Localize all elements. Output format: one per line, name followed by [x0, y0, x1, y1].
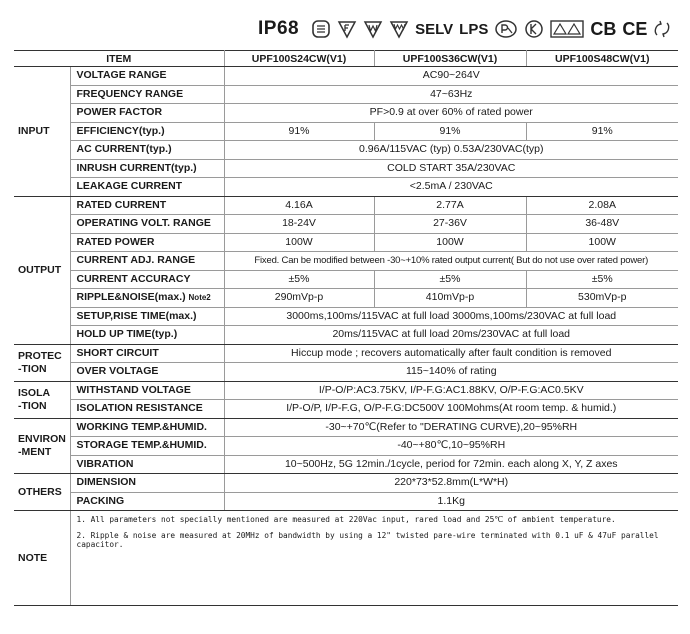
item-value: 0.96A/115VAC (typ) 0.53A/230VAC(typ) — [224, 141, 678, 160]
item-value: 100W — [526, 233, 678, 252]
item-label: POWER FACTOR — [70, 104, 224, 123]
item-label: INRUSH CURRENT(typ.) — [70, 159, 224, 178]
note-content — [70, 511, 678, 606]
table-row — [14, 492, 678, 511]
item-label: ISOLATION RESISTANCE — [70, 400, 224, 419]
category-protection-line1: PROTEC — [18, 349, 62, 362]
item-value: I/P-O/P:AC3.75KV, I/P-F.G:AC1.88KV, O/P-F.G:AC0.5KV — [224, 381, 678, 400]
item-value: 18-24V — [224, 215, 374, 234]
table-row — [14, 437, 678, 456]
item-value: 115~140% of rating — [224, 363, 678, 382]
note-line-1: 1. All parameters not specially mentioned are measured at 220Vac input, rared load and 25℃ of ambient temperature. — [76, 515, 616, 524]
table-row — [14, 104, 678, 123]
category-environment-line2: -MENT — [18, 445, 52, 458]
item-value: 20ms/115VAC at full load 20ms/230VAC at full load — [224, 326, 678, 345]
category-note: NOTE — [14, 511, 70, 606]
item-label: CURRENT ACCURACY — [70, 270, 224, 289]
ip-rating: IP68 — [258, 18, 300, 39]
table-row — [14, 344, 678, 363]
category-isolation-line1: ISOLA — [18, 386, 51, 399]
category-input: INPUT — [14, 67, 70, 197]
category-protection-line2: -TION — [18, 362, 47, 375]
certification-marks — [258, 14, 678, 44]
item-value: 91% — [526, 122, 678, 141]
item-value: 290mVp-p — [224, 289, 374, 308]
warning-box-mark-icon — [550, 19, 584, 39]
category-environment-line1: ENVIRON — [18, 432, 66, 445]
table-row — [14, 122, 678, 141]
item-value: 91% — [374, 122, 526, 141]
table-row — [14, 381, 678, 400]
table-row — [14, 289, 678, 308]
table-row — [14, 252, 678, 271]
item-label: STORAGE TEMP.&HUMID. — [70, 437, 224, 456]
item-value: ±5% — [374, 270, 526, 289]
item-label: CURRENT ADJ. RANGE — [70, 252, 224, 271]
item-value: 220*73*52.8mm(L*W*H) — [224, 474, 678, 493]
cb-mark: CB — [590, 18, 617, 39]
item-label: SHORT CIRCUIT — [70, 344, 224, 363]
rounded-square-mark-icon — [311, 19, 331, 39]
item-value: 2.08A — [526, 196, 678, 215]
table-row — [14, 85, 678, 104]
table-row — [14, 233, 678, 252]
item-label: SETUP,RISE TIME(max.) — [70, 307, 224, 326]
header-model-36: UPF100S36CW(V1) — [374, 51, 526, 67]
pse-mark-icon — [494, 19, 518, 39]
table-row — [14, 67, 678, 86]
item-value: ±5% — [526, 270, 678, 289]
table-row — [14, 400, 678, 419]
spec-table — [14, 50, 678, 606]
item-label: DIMENSION — [70, 474, 224, 493]
header-model-48: UPF100S48CW(V1) — [526, 51, 678, 67]
item-value: PF>0.9 at over 60% of rated power — [224, 104, 678, 123]
lps-mark: LPS — [459, 20, 489, 38]
item-value: 100W — [374, 233, 526, 252]
item-value: -30~+70℃(Refer to "DERATING CURVE),20~95%RH — [224, 418, 678, 437]
item-label: EFFICIENCY(typ.) — [70, 122, 224, 141]
item-label: OVER VOLTAGE — [70, 363, 224, 382]
category-environment — [14, 418, 70, 474]
f-triangle-mark-icon — [337, 19, 357, 39]
item-value: 3000ms,100ms/115VAC at full load 3000ms,100ms/230VAC at full load — [224, 307, 678, 326]
double-w-triangle-mark-icon — [389, 19, 409, 39]
item-value: 91% — [224, 122, 374, 141]
table-row — [14, 141, 678, 160]
item-label-ripple — [70, 289, 224, 308]
table-row — [14, 178, 678, 197]
item-value: 100W — [224, 233, 374, 252]
selv-mark: SELV — [415, 20, 454, 38]
item-label: RATED POWER — [70, 233, 224, 252]
category-isolation-line2: -TION — [18, 399, 47, 412]
header-model-24: UPF100S24CW(V1) — [224, 51, 374, 67]
category-output: OUTPUT — [14, 196, 70, 344]
table-row — [14, 418, 678, 437]
item-value: -40~+80℃,10~95%RH — [224, 437, 678, 456]
item-value: 4.16A — [224, 196, 374, 215]
item-value: 10~500Hz, 5G 12min./1cycle, period for 72min. each along X, Y, Z axes — [224, 455, 678, 474]
ce-mark: CE — [622, 18, 648, 39]
item-label: WORKING TEMP.&HUMID. — [70, 418, 224, 437]
item-value: 530mVp-p — [526, 289, 678, 308]
item-label: AC CURRENT(typ.) — [70, 141, 224, 160]
item-label: OPERATING VOLT. RANGE — [70, 215, 224, 234]
item-value: 27-36V — [374, 215, 526, 234]
item-value: 2.77A — [374, 196, 526, 215]
table-row — [14, 307, 678, 326]
item-label: WITHSTAND VOLTAGE — [70, 381, 224, 400]
table-row — [14, 159, 678, 178]
category-others: OTHERS — [14, 474, 70, 511]
item-label: PACKING — [70, 492, 224, 511]
header-item: ITEM — [14, 51, 224, 67]
item-label: LEAKAGE CURRENT — [70, 178, 224, 197]
item-value: 47~63Hz — [224, 85, 678, 104]
category-protection — [14, 344, 70, 381]
item-label: RATED CURRENT — [70, 196, 224, 215]
table-row — [14, 363, 678, 382]
ripple-label: RIPPLE&NOISE(max.) — [76, 291, 186, 304]
table-header-row — [14, 51, 678, 67]
item-label: FREQUENCY RANGE — [70, 85, 224, 104]
item-value: ±5% — [224, 270, 374, 289]
table-row — [14, 474, 678, 493]
item-value: AC90~264V — [224, 67, 678, 86]
kc-mark-icon — [524, 19, 544, 39]
item-value: 410mVp-p — [374, 289, 526, 308]
item-value: 1.1Kg — [224, 492, 678, 511]
item-value: COLD START 35A/230VAC — [224, 159, 678, 178]
table-row — [14, 196, 678, 215]
recycle-mark-icon — [653, 19, 671, 39]
table-row — [14, 455, 678, 474]
table-row — [14, 215, 678, 234]
item-label: HOLD UP TIME(typ.) — [70, 326, 224, 345]
w-triangle-mark-icon — [363, 19, 383, 39]
item-value: Fixed. Can be modified between -30~+10% rated output current( But do not use over rated power) — [224, 252, 678, 271]
item-value: 36-48V — [526, 215, 678, 234]
item-value: I/P-O/P, I/P-F.G, O/P-F.G:DC500V 100Mohms(At room temp. & humid.) — [224, 400, 678, 419]
note-row — [14, 511, 678, 606]
ripple-note-ref: Note2 — [188, 293, 211, 303]
category-isolation — [14, 381, 70, 418]
table-row — [14, 270, 678, 289]
item-value: <2.5mA / 230VAC — [224, 178, 678, 197]
note-line-2: 2. Ripple & noise are measured at 20MHz of bandwidth by using a 12" twisted pare-wire terminated with 0.1 uF & 47uF parallel capacitor. — [76, 531, 659, 549]
item-value: Hiccup mode ; recovers automatically after fault condition is removed — [224, 344, 678, 363]
item-label: VOLTAGE RANGE — [70, 67, 224, 86]
table-row — [14, 326, 678, 345]
item-label: VIBRATION — [70, 455, 224, 474]
